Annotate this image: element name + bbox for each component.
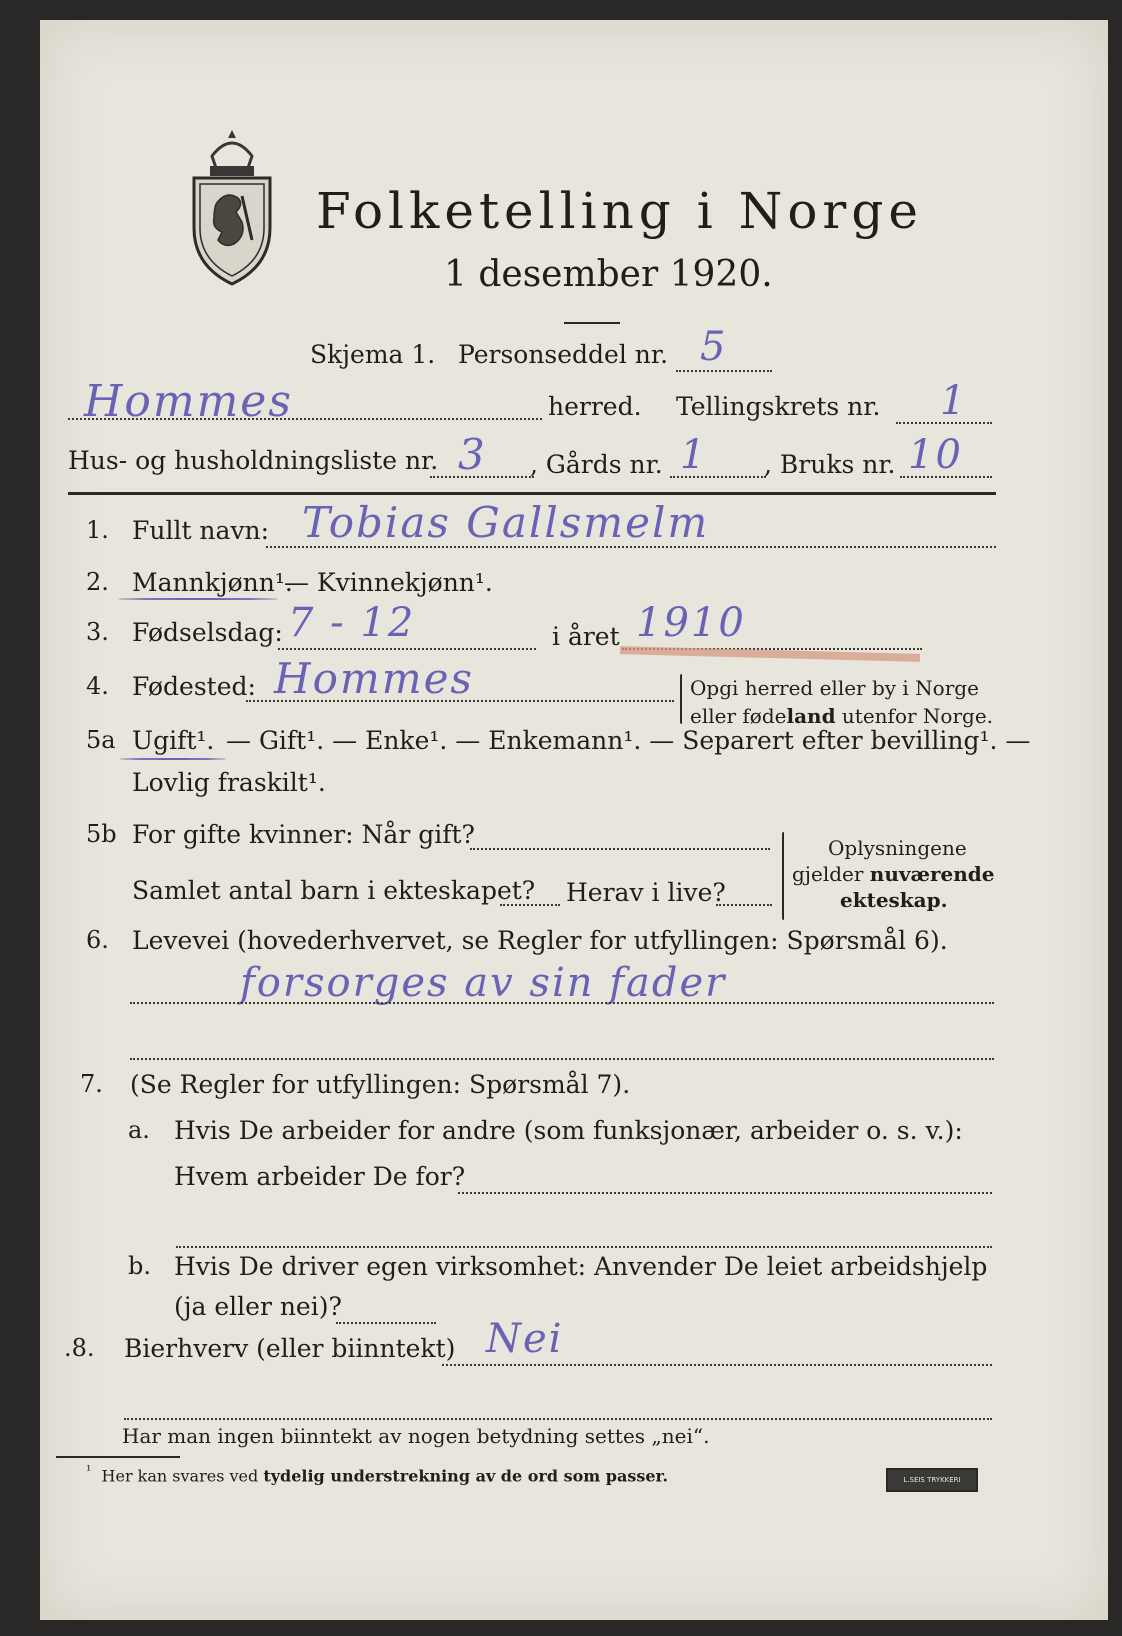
q3-year-label: i året [552,622,620,651]
q2-selection-underline [118,598,278,600]
personseddel-field-line [676,370,772,372]
bruks-label: , Bruks nr. [764,450,896,479]
q5a-ugift-option[interactable]: Ugift¹. [132,726,215,755]
q3-field-line [278,648,536,650]
q5a-other-options[interactable]: — Gift¹. — Enke¹. — Enkemann¹. — Separert efter bevilling¹. — [226,726,1031,755]
q8-field-line-1 [442,1364,992,1366]
printer-stamp: L.SEIS TRYKKERI [886,1468,978,1492]
q5b-alive-label: Herav i live? [566,878,726,907]
skjema-label: Skjema 1. [310,340,436,369]
q2-mannkjonn-option[interactable]: Mannkjønn¹. [132,568,293,597]
q5b-note-line2: gjelder nuværende [792,862,995,886]
footnote: $^{^1}$ Her kan svares ved tydelig understrekning av de ord som passer. [86,1464,669,1486]
footnote-rule [56,1456,180,1458]
herred-value[interactable]: Hommes [84,376,293,427]
q7b-field-line [336,1322,436,1324]
q1-full-name-value[interactable]: Tobias Gallsmelm [302,498,710,547]
q7b-letter: b. [128,1252,151,1280]
q6-label: Levevei (hovederhvervet, se Regler for utfyllingen: Spørsmål 6). [132,926,948,955]
q5b-alive-field-line [716,904,772,906]
q4-birthplace-value[interactable]: Hommes [274,654,474,703]
q8-label: Bierhverv (eller biinntekt) [124,1334,456,1363]
tellingskrets-value[interactable]: 1 [940,378,968,424]
q3-year-value[interactable]: 1910 [636,600,746,646]
q5b-brace [782,832,784,920]
q5a-number: 5a [86,726,116,754]
coat-of-arms-icon [186,126,278,286]
q7-number: 7. [80,1070,103,1098]
herred-field-line [68,418,542,420]
footer-note: Har man ingen biinntekt av nogen betydning settes „nei“. [122,1424,710,1448]
q5b-note-line1: Oplysningene [828,836,967,860]
q5b-number: 5b [86,820,117,848]
q4-number: 4. [86,672,109,700]
page-title: Folketelling i Norge [316,182,923,240]
personseddel-value[interactable]: 5 [700,324,728,370]
q7a-field-line-1 [458,1192,992,1194]
q4-brace [680,674,682,724]
q7a-label: Hvis De arbeider for andre (som funksjonær, arbeider o. s. v.): [174,1116,963,1145]
q7a-field-line-2 [176,1246,992,1248]
gards-label: , Gårds nr. [530,450,663,479]
q5b-children-field-line [500,904,560,906]
q8-number: .8. [64,1334,95,1362]
header-rule [68,492,996,495]
q1-number: 1. [86,516,109,544]
husholdningsliste-value[interactable]: 3 [458,430,487,479]
q3-number: 3. [86,618,109,646]
q4-note-line2: eller fødeland utenfor Norge. [690,704,994,728]
q3-label: Fødselsdag: [132,618,283,647]
q7b-label: Hvis De driver egen virksomhet: Anvender De leiet arbeidshjelp [174,1252,988,1281]
q8-field-line-2 [124,1418,992,1420]
q5a-fraskilt-option[interactable]: Lovlig fraskilt¹. [132,768,326,797]
q6-occupation-value[interactable]: forsorges av sin fader [240,960,727,1006]
q5b-label: For gifte kvinner: Når gift? [132,820,475,849]
gards-value[interactable]: 1 [680,432,708,478]
tellingskrets-label: Tellingskrets nr. [676,392,881,421]
husholdningsliste-label: Hus- og husholdningsliste nr. [68,446,439,475]
q6-number: 6. [86,926,109,954]
q5b-married-field-line [470,848,770,850]
census-date: 1 desember 1920. [444,254,773,295]
census-form [40,20,1108,1620]
q1-label: Fullt navn: [132,516,270,545]
title-divider [564,322,620,324]
q6-field-line-2 [130,1058,994,1060]
q4-note-line1: Opgi herred eller by i Norge [690,676,979,700]
q6-field-line-1 [130,1002,994,1004]
q4-label: Fødested: [132,672,256,701]
personseddel-label: Personseddel nr. [458,340,669,369]
q5b-children-label: Samlet antal barn i ekteskapet? [132,876,536,905]
q8-secondary-income-value[interactable]: Nei [486,1316,564,1362]
q7a-letter: a. [128,1116,150,1144]
q7a-employer-label: Hvem arbeider De for? [174,1162,466,1191]
q5a-selection-underline [120,758,226,760]
herred-label: herred. [548,392,642,421]
bruks-value[interactable]: 10 [908,432,963,478]
q7-label: (Se Regler for utfyllingen: Spørsmål 7). [130,1070,631,1099]
q3-birthday-value[interactable]: 7 - 12 [288,600,416,646]
q5b-note-line3: ekteskap. [840,888,948,912]
q7b-help-label: (ja eller nei)? [174,1292,342,1321]
q2-number: 2. [86,568,109,596]
q2-kvinnekjonn-option[interactable]: — Kvinnekjønn¹. [284,568,493,597]
